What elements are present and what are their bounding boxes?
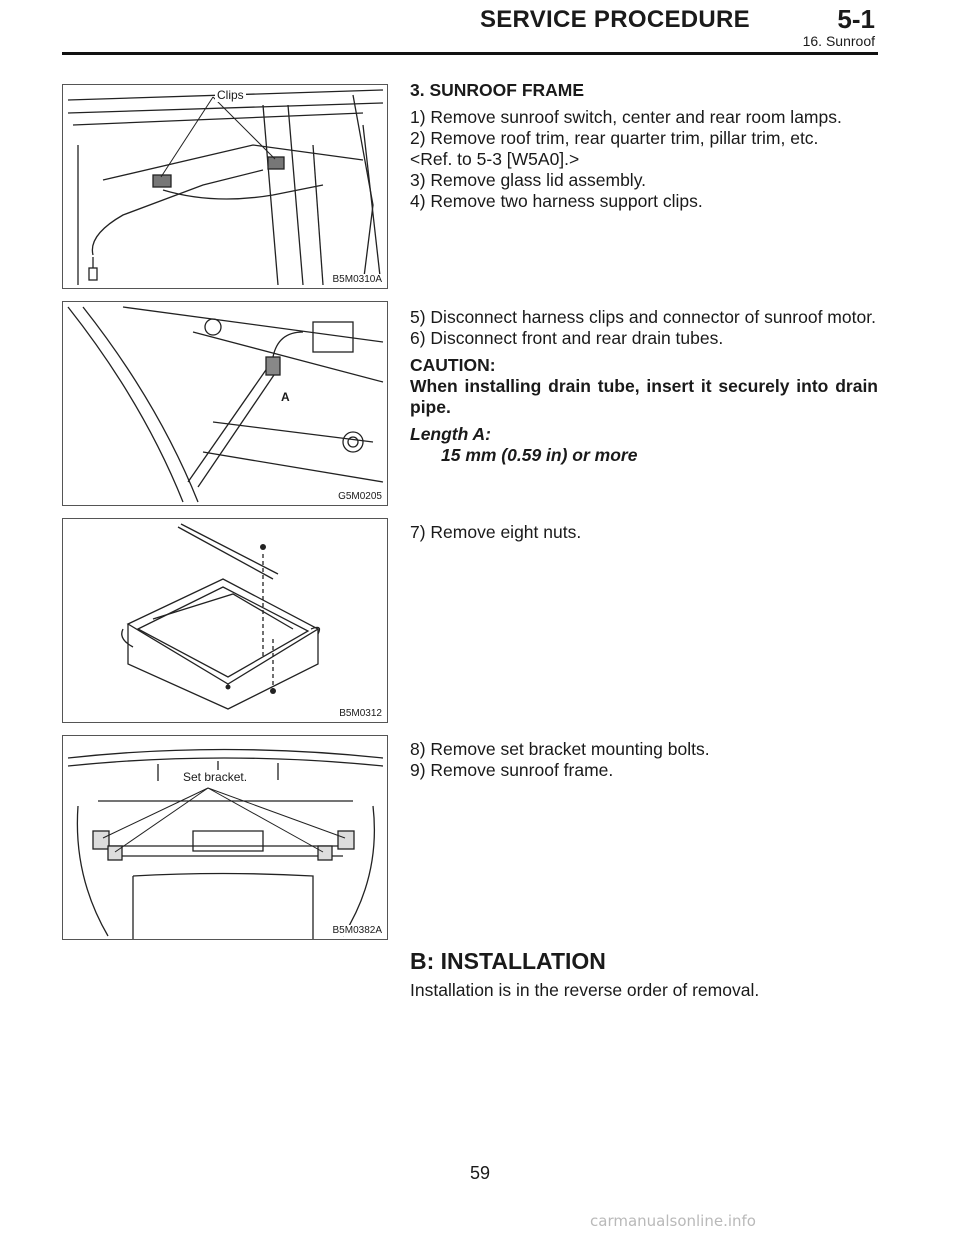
spec-value: 15 mm (0.59 in) or more	[441, 445, 638, 465]
reference-note: <Ref. to 5-3 [W5A0].>	[410, 149, 580, 169]
step-item: 3) Remove glass lid assembly.	[410, 170, 647, 190]
step-item: 4) Remove two harness support clips.	[410, 191, 703, 211]
step-item: 9) Remove sunroof frame.	[410, 760, 614, 780]
figure-drain-tube	[62, 301, 388, 506]
section-heading-sunroof-frame: 3. SUNROOF FRAME	[410, 80, 585, 100]
figure-code: B5M0310A	[332, 274, 382, 285]
step-item: 6) Disconnect front and rear drain tubes.	[410, 328, 724, 348]
page-number: 59	[469, 1163, 491, 1183]
text-block-steps-1-4	[410, 80, 878, 212]
figure-set-bracket	[62, 735, 388, 940]
step-item: 2) Remove roof trim, rear quarter trim, pillar trim, etc.	[410, 128, 819, 148]
page-header-title: SERVICE PROCEDURE	[479, 6, 750, 33]
figure-label-length-a: A	[281, 390, 290, 404]
figure-harness-clips	[62, 84, 388, 289]
text-block-step-7	[410, 522, 878, 543]
installation-body: Installation is in the reverse order of removal.	[410, 980, 760, 1000]
spec-label: Length A:	[410, 424, 491, 444]
figure-code: B5M0312	[339, 708, 382, 719]
figure-label-set-bracket: Set bracket.	[183, 770, 248, 784]
step-item: 5) Disconnect harness clips and connector of sunroof motor.	[410, 307, 876, 327]
sunroof-frame-illustration	[63, 519, 388, 723]
watermark[interactable]: carmanualsonline.info	[590, 1212, 756, 1230]
figure-code: G5M0205	[338, 491, 382, 502]
harness-clips-illustration	[63, 85, 388, 289]
header-divider	[62, 52, 878, 55]
step-item: 1) Remove sunroof switch, center and rear room lamps.	[410, 107, 842, 127]
drain-tube-illustration	[63, 302, 388, 506]
figure-code: B5M0382A	[332, 925, 382, 936]
step-item: 7) Remove eight nuts.	[410, 522, 582, 542]
section-code: 5-1	[837, 4, 875, 34]
set-bracket-illustration	[63, 736, 388, 940]
text-block-steps-5-6	[410, 307, 878, 466]
figure-label-clips: Clips	[217, 88, 244, 102]
caution-title: CAUTION:	[410, 355, 496, 375]
caution-text: When installing drain tube, insert it securely into drain pipe.	[410, 376, 878, 417]
subsection-title: 16. Sunroof	[802, 33, 875, 49]
text-block-steps-8-9	[410, 739, 878, 781]
figure-sunroof-frame-nuts	[62, 518, 388, 723]
step-item: 8) Remove set bracket mounting bolts.	[410, 739, 710, 759]
installation-heading: B: INSTALLATION	[410, 948, 606, 974]
